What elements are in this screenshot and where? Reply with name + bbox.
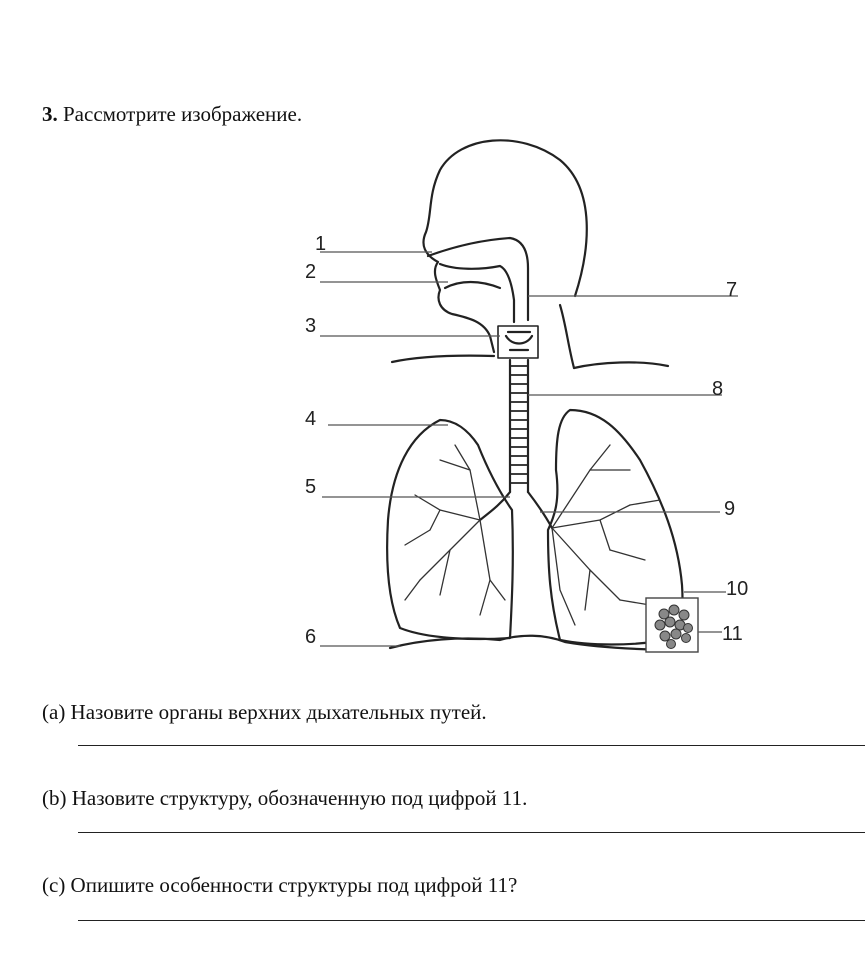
label-3: 3 [305,315,317,337]
label-6: 6 [305,626,317,648]
label-2: 2 [305,261,317,283]
label-11: 11 [722,623,743,645]
question-b: (b) Назовите структуру, обозначенную под цифрой 11. [42,786,528,810]
label-8: 8 [712,378,724,400]
task-number: 3. [42,102,58,126]
bronchial-tree [405,445,660,625]
tongue [445,282,500,288]
respiratory-system-diagram [0,120,865,660]
label-7: 7 [726,279,738,301]
label-9: 9 [724,498,736,520]
task-instruction: Рассмотрите изображение. [63,102,303,126]
neck-back [560,305,574,368]
question-c: (c) Опишите особенности структуры под цифрой 11? [42,873,518,897]
right-bronchus [528,492,552,528]
answer-line-c[interactable] [78,920,865,921]
larynx-box [498,326,538,358]
right-shoulder [574,362,668,368]
answer-line-b[interactable] [78,832,865,833]
question-a: (a) Назовите органы верхних дыхательных путей. [42,700,487,724]
label-10: 10 [726,578,749,600]
label-1: 1 [315,233,327,255]
label-5: 5 [305,476,317,498]
larynx [506,332,532,350]
trachea-rings [510,366,528,483]
left-bronchus [480,492,510,520]
left-lung [387,420,513,639]
answer-line-a[interactable] [78,745,865,746]
left-shoulder [392,356,494,362]
label-4: 4 [305,408,317,430]
head-outline [423,140,586,352]
